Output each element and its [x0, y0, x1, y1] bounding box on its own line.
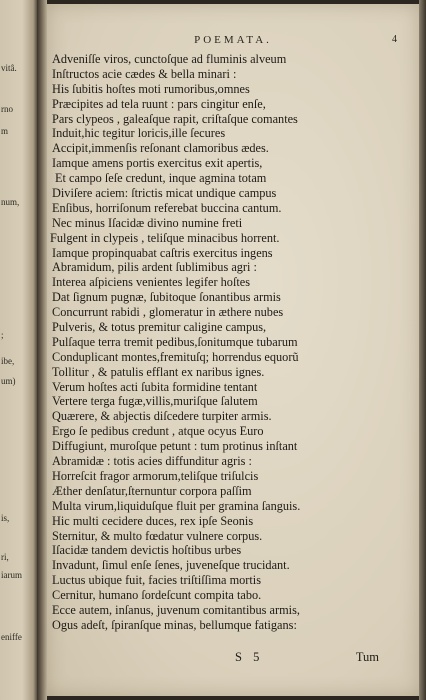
facing-page-fragment: is,: [1, 513, 10, 523]
verse-line: Cernitur, humano ſordeſcunt compita tabo.: [52, 588, 262, 603]
verse-line: Pulſaque terra tremit pedibus,ſonitumque tubarum: [52, 334, 298, 349]
verse-line: Iamque propinquabat caſtris exercitus ingens: [52, 245, 273, 260]
facing-page-fragment: um): [1, 376, 16, 386]
facing-page-fragment: eniffe: [1, 632, 22, 642]
verse-line: Iſacidæ tandem devictis hoſtibus urbes: [52, 543, 242, 558]
book-page: [47, 4, 419, 696]
facing-page-fragment: ibe,: [1, 356, 15, 366]
verse-line: Induit,hic tegitur loricis,ille ſecures: [52, 126, 226, 141]
verse-line: Abramidum, pilis ardent ſublimibus agri :: [52, 260, 257, 275]
verse-line: Ecce autem, inſanus, juvenum comitantibus armis,: [52, 602, 300, 617]
verse-line: Vertere terga fugæ,villis,muriſque ſalutem: [52, 394, 258, 409]
facing-page-fragment: ;: [1, 330, 4, 340]
verse-line: Et campo ſeſe credunt, inque agmina totam: [55, 171, 267, 186]
verse-line: Ogus adeſt, ſpiranſque minas, bellumque fatigans:: [52, 617, 297, 632]
verse-line: Abramidæ : totis acies diffunditur agris :: [52, 454, 252, 469]
verse-line: Accipit,immenſis reſonant clamoribus ædes.: [52, 141, 269, 156]
verse-line: Interea aſpiciens venientes legifer hoſtes: [52, 275, 251, 290]
right-page-edge: [419, 0, 426, 700]
facing-page-fragment: m: [1, 126, 9, 136]
book-gutter: [37, 0, 47, 700]
poem-text: [47, 52, 387, 633]
page-number: 4: [392, 34, 397, 45]
verse-line: Diviſere aciem: ſtrictis micat undique campus: [52, 186, 277, 201]
verse-line: Invadunt, ſimul enſe ſenes, juveneſque trucidant.: [52, 558, 290, 573]
verse-line: Præcipites ad tela ruunt : pars cingitur enſe,: [52, 96, 266, 111]
verse-line: Pars clypeos , galeaſque rapit, criſtaſque comantes: [52, 111, 298, 126]
verse-line: Verum hoſtes acti ſubita formidine tentant: [52, 379, 258, 394]
catchword: Tum: [355, 650, 379, 664]
verse-line: Multa virum,liquiduſque fluit per gramina ſanguis.: [52, 498, 301, 513]
verse-line: Enſibus, horriſonum referebat buccina cantum.: [52, 200, 282, 215]
verse-line: Nec minus Iſacidæ divino numine freti: [52, 215, 243, 230]
verse-line: Fulgent in clypeis , teliſque minacibus horrent.: [50, 230, 280, 245]
verse-line: Adveniſſe viros, cunctoſque ad fluminis alveum: [52, 52, 287, 66]
verse-line: Iamque amens portis exercitus exit apertis,: [52, 156, 263, 171]
facing-page-fragment: iarum: [1, 570, 22, 580]
verse-line: Ergo ſe pedibus credunt , atque ocyus Euro: [52, 424, 264, 439]
verse-line: Hic multi cecidere duces, rex ipſe Seonis: [52, 513, 254, 528]
verse-line: Luctus ubique fuit, facies triſtiſſima mortis: [52, 573, 262, 588]
verse-line: Tollitur , & patulis efflant ex naribus ignes.: [52, 364, 265, 379]
verse-line: Pulveris, & totus premitur caligine campus,: [52, 320, 267, 335]
verse-line: Æther denſatur,ſternuntur corpora paſſim: [52, 483, 252, 498]
verse-line: His ſubitis hoſtes moti rumoribus,omnes: [52, 81, 250, 96]
page-header: [47, 34, 419, 48]
facing-page-edge: [0, 0, 37, 700]
facing-page-fragment: vitâ.: [1, 63, 17, 73]
verse-line: Quærere, & abjectis diſcedere turpiter armis.: [52, 409, 272, 424]
signature-mark: S 5: [235, 650, 264, 664]
page-footer: [47, 650, 419, 666]
verse-line: Dat ſignum pugnæ, ſubitoque ſonantibus armis: [52, 290, 281, 305]
facing-page-fragment: ri,: [1, 552, 9, 562]
verse-line: Conduplicant montes,fremituſq; horrendus equorũ: [52, 349, 299, 364]
facing-page-fragment: rno: [1, 104, 13, 114]
verse-line: Sternitur, & multo fœdatur vulnere corpus.: [52, 528, 263, 543]
running-title: POEMATA.: [194, 34, 272, 46]
verse-line: Concurrunt rabidi , glomeratur in æthere nubes: [52, 305, 284, 320]
verse-line: Inſtructos acie cædes & bella minari :: [52, 66, 237, 81]
facing-page-fragment: num,: [1, 197, 20, 207]
verse-line: Horreſcit fragor armorum,teliſque triſulcis: [52, 468, 259, 483]
verse-line: Diffugiunt, muroſque petunt : tum protinus inſtant: [52, 439, 298, 454]
